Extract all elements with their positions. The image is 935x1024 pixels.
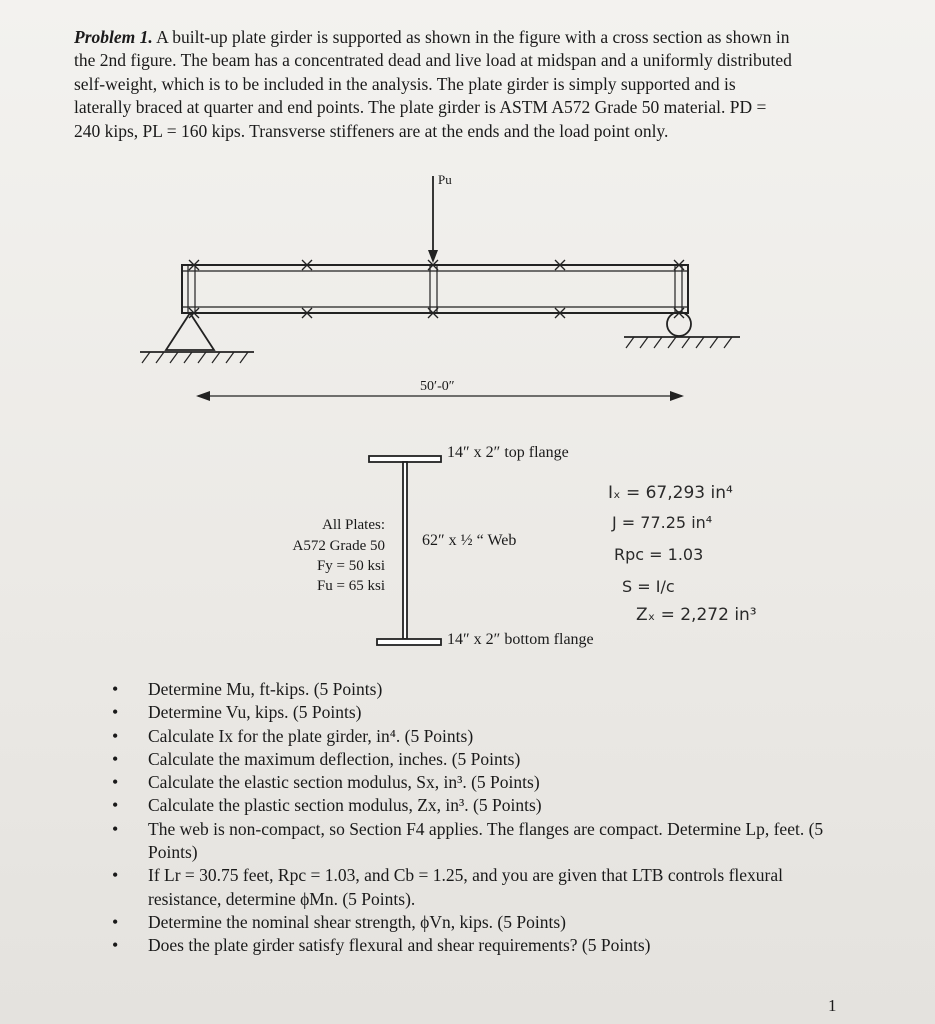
note-j: J = 77.25 in⁴ [612, 513, 713, 532]
girder-figures [0, 160, 935, 660]
page-number: 1 [828, 996, 837, 1015]
list-item: • Determine Vu, kips. (5 Points) [112, 701, 832, 724]
bottom-flange-label: 14″ x 2″ bottom flange [447, 631, 594, 648]
roller-support [667, 312, 691, 336]
list-item: • Calculate the maximum deflection, inches. (5 Points) [112, 748, 832, 771]
plate-properties [293, 517, 385, 594]
note-zx: Zₓ = 2,272 in³ [636, 605, 757, 625]
load-label: Pu [438, 172, 452, 187]
note-s: S = I/c [622, 577, 675, 596]
problem-statement [74, 26, 794, 144]
list-item: • Determine Mu, ft-kips. (5 Points) [112, 678, 832, 701]
web-label: 62″ x ½ “ Web [422, 532, 517, 549]
list-item: • If Lr = 30.75 feet, Rpc = 1.03, and Cb = 1.25, and you are given that LTB controls flexural resistance, determine ϕMn. (5 Points). [112, 864, 832, 911]
bottom-flange [377, 639, 441, 645]
note-rpc: Rpc = 1.03 [614, 545, 704, 564]
problem-number: Problem 1. [74, 26, 153, 47]
beam-outline [182, 265, 688, 313]
beam-elevation [140, 176, 740, 401]
span-label: 50′-0″ [420, 379, 455, 394]
handwritten-notes [608, 483, 757, 625]
problem-text: A built-up plate girder is supported as shown in the figure with a cross section as shown in the 2nd figure. The beam has a concentrated dead and live load at midspan and a uniformly distributed self-weight, which is to be included in the analysis. The plate girder is simply supported and is laterally braced at quarter and end points. The plate girder is ASTM A572 Grade 50 material. PD = 240 kips, PL = 160 kips. Transverse stiffeners are at the ends and the load point only. [74, 26, 792, 141]
list-item: • Determine the nominal shear strength, ϕVn, kips. (5 Points) [112, 911, 832, 934]
list-item: • Calculate the elastic section modulus, Sx, in³. (5 Points) [112, 771, 832, 794]
top-flange-label: 14″ x 2″ top flange [447, 444, 569, 461]
plates-fu: Fu = 65 ksi [316, 578, 385, 594]
task-list [112, 678, 832, 958]
list-item: • Does the plate girder satisfy flexural and shear requirements? (5 Points) [112, 934, 832, 957]
plates-title: All Plates: [322, 517, 385, 533]
plates-grade: A572 Grade 50 [292, 538, 385, 554]
pin-support [166, 313, 214, 350]
list-item: • The web is non-compact, so Section F4 applies. The flanges are compact. Determine Lp, feet. (5 Points) [112, 818, 832, 865]
list-item: • Calculate the plastic section modulus, Zx, in³. (5 Points) [112, 794, 832, 817]
list-item: • Calculate Ix for the plate girder, in⁴. (5 Points) [112, 725, 832, 748]
plates-fy: Fy = 50 ksi [316, 558, 385, 574]
note-ix: Iₓ = 67,293 in⁴ [608, 483, 733, 503]
web-plate [403, 462, 407, 639]
